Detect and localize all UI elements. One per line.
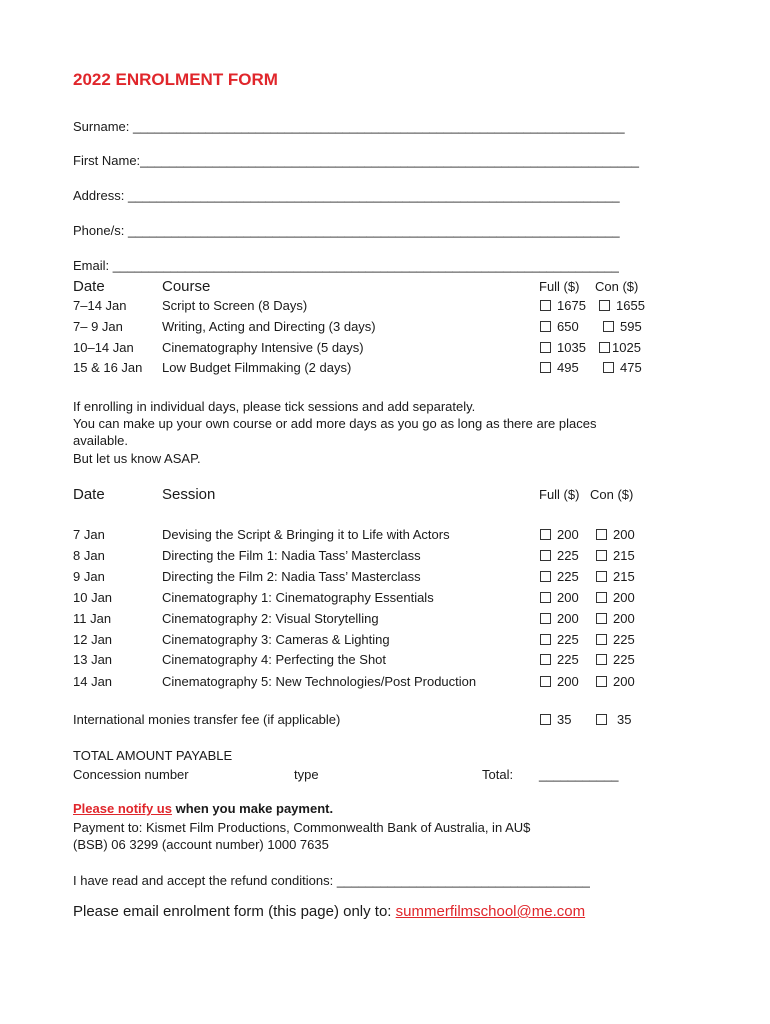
checkbox-icon — [596, 714, 607, 725]
phone-field[interactable]: Phone/s: ____________________________________________________________________ — [73, 223, 620, 238]
checkbox-icon — [596, 592, 607, 603]
notes-line: If enrolling in individual days, please tick sessions and add separately. — [73, 399, 476, 414]
total-label: Total: — [482, 767, 514, 782]
fee-con-checkbox[interactable]: 35 — [596, 712, 631, 727]
session-date: 8 Jan — [73, 548, 105, 563]
total-heading: TOTAL AMOUNT PAYABLE — [73, 748, 233, 763]
course-full-checkbox[interactable]: 650 — [540, 319, 579, 334]
session-name: Directing the Film 1: Nadia Tass’ Masterclass — [162, 548, 421, 563]
course-full-checkbox[interactable]: 1675 — [540, 298, 586, 313]
surname-field[interactable]: Surname: ____________________________________________________________________ — [73, 119, 625, 134]
checkbox-icon — [596, 676, 607, 687]
session-con-checkbox[interactable]: 225 — [596, 652, 635, 667]
bank-details-line: (BSB) 06 3299 (account number) 1000 7635 — [73, 837, 329, 852]
fee-full-checkbox[interactable]: 35 — [540, 712, 571, 727]
concession-number-label: Concession number — [73, 767, 189, 782]
session-con-checkbox[interactable]: 200 — [596, 590, 635, 605]
session-date: 14 Jan — [73, 674, 113, 689]
course-name: Cinematography Intensive (5 days) — [162, 340, 364, 355]
checkbox-icon — [540, 613, 551, 624]
course-con-checkbox[interactable]: 1655 — [599, 298, 645, 313]
checkbox-icon — [596, 529, 607, 540]
course-date: 15 & 16 Jan — [73, 360, 143, 375]
course-date-header: Date — [73, 278, 105, 295]
form-title: 2022 ENROLMENT FORM — [73, 70, 278, 89]
session-date: 13 Jan — [73, 652, 113, 667]
email-field[interactable]: Email: ______________________________________________________________________ — [73, 258, 619, 273]
refund-conditions-field[interactable]: I have read and accept the refund conditions: ___________________________________ — [73, 873, 590, 888]
session-header: Session — [162, 486, 216, 503]
session-full-checkbox[interactable]: 225 — [540, 569, 579, 584]
notes-line: available. — [73, 433, 128, 448]
session-full-checkbox[interactable]: 225 — [540, 548, 579, 563]
session-full-checkbox[interactable]: 200 — [540, 611, 579, 626]
course-date: 7– 9 Jan — [73, 319, 123, 334]
checkbox-icon — [596, 654, 607, 665]
checkbox-icon — [603, 362, 614, 373]
session-date: 9 Jan — [73, 569, 105, 584]
email-link[interactable]: summerfilmschool@me.com — [395, 903, 586, 920]
session-con-checkbox[interactable]: 225 — [596, 632, 635, 647]
session-name: Directing the Film 2: Nadia Tass’ Masterclass — [162, 569, 421, 584]
course-header: Course — [162, 278, 211, 295]
session-con-checkbox[interactable]: 215 — [596, 548, 635, 563]
course-con-checkbox[interactable]: 1025 — [599, 340, 641, 355]
checkbox-icon — [596, 613, 607, 624]
checkbox-icon — [540, 676, 551, 687]
course-full-checkbox[interactable]: 495 — [540, 360, 579, 375]
session-date-header: Date — [73, 486, 105, 503]
checkbox-icon — [540, 654, 551, 665]
notify-line: Please notify us when you make payment. — [73, 801, 334, 816]
session-full-checkbox[interactable]: 200 — [540, 527, 579, 542]
session-date: 10 Jan — [73, 590, 113, 605]
payment-line: Payment to: Kismet Film Productions, Commonwealth Bank of Australia, in AU$ — [73, 820, 531, 835]
notify-link[interactable]: Please notify us — [73, 801, 172, 816]
session-date: 7 Jan — [73, 527, 105, 542]
session-full-checkbox[interactable]: 200 — [540, 674, 579, 689]
type-label: type — [294, 767, 319, 782]
session-con-header: Con ($) — [590, 487, 634, 502]
session-full-checkbox[interactable]: 225 — [540, 652, 579, 667]
session-name: Cinematography 3: Cameras & Lighting — [162, 632, 390, 647]
checkbox-icon — [540, 634, 551, 645]
checkbox-icon — [596, 634, 607, 645]
session-name: Cinematography 1: Cinematography Essentials — [162, 590, 434, 605]
course-date: 10–14 Jan — [73, 340, 134, 355]
checkbox-icon — [540, 342, 551, 353]
checkbox-icon — [596, 571, 607, 582]
checkbox-icon — [603, 321, 614, 332]
course-con-header: Con ($) — [595, 279, 639, 294]
checkbox-icon — [540, 362, 551, 373]
session-full-checkbox[interactable]: 200 — [540, 590, 579, 605]
course-full-header: Full ($) — [539, 279, 580, 294]
total-input-line[interactable]: ___________ — [539, 767, 619, 782]
email-instruction: Please email enrolment form (this page) only to: summerfilmschool@me.com — [73, 903, 586, 920]
course-full-checkbox[interactable]: 1035 — [540, 340, 586, 355]
transfer-fee-label: International monies transfer fee (if applicable) — [73, 712, 341, 727]
checkbox-icon — [540, 321, 551, 332]
address-field[interactable]: Address: ____________________________________________________________________ — [73, 188, 620, 203]
session-full-header: Full ($) — [539, 487, 580, 502]
checkbox-icon — [540, 529, 551, 540]
session-name: Cinematography 5: New Technologies/Post Production — [162, 674, 477, 689]
checkbox-icon — [599, 300, 610, 311]
session-con-checkbox[interactable]: 200 — [596, 674, 635, 689]
session-date: 11 Jan — [73, 611, 112, 626]
session-name: Devising the Script & Bringing it to Life with Actors — [162, 527, 450, 542]
checkbox-icon — [540, 550, 551, 561]
checkbox-icon — [540, 592, 551, 603]
course-con-checkbox[interactable]: 475 — [603, 360, 642, 375]
checkbox-icon — [599, 342, 610, 353]
notes-line: But let us know ASAP. — [73, 451, 201, 466]
checkbox-icon — [540, 714, 551, 725]
checkbox-icon — [540, 300, 551, 311]
course-name: Writing, Acting and Directing (3 days) — [162, 319, 376, 334]
session-con-checkbox[interactable]: 200 — [596, 527, 635, 542]
course-con-checkbox[interactable]: 595 — [603, 319, 642, 334]
checkbox-icon — [596, 550, 607, 561]
session-full-checkbox[interactable]: 225 — [540, 632, 579, 647]
session-con-checkbox[interactable]: 215 — [596, 569, 635, 584]
session-name: Cinematography 4: Perfecting the Shot — [162, 652, 387, 667]
session-date: 12 Jan — [73, 632, 113, 647]
notes-line: You can make up your own course or add more days as you go as long as there are places — [73, 416, 597, 431]
session-name: Cinematography 2: Visual Storytelling — [162, 611, 379, 626]
checkbox-icon — [540, 571, 551, 582]
course-name: Low Budget Filmmaking (2 days) — [162, 360, 352, 375]
course-date: 7–14 Jan — [73, 298, 127, 313]
session-con-checkbox[interactable]: 200 — [596, 611, 635, 626]
course-name: Script to Screen (8 Days) — [162, 298, 308, 313]
first-name-field[interactable]: First Name:_____________________________________________________________________ — [73, 153, 640, 168]
